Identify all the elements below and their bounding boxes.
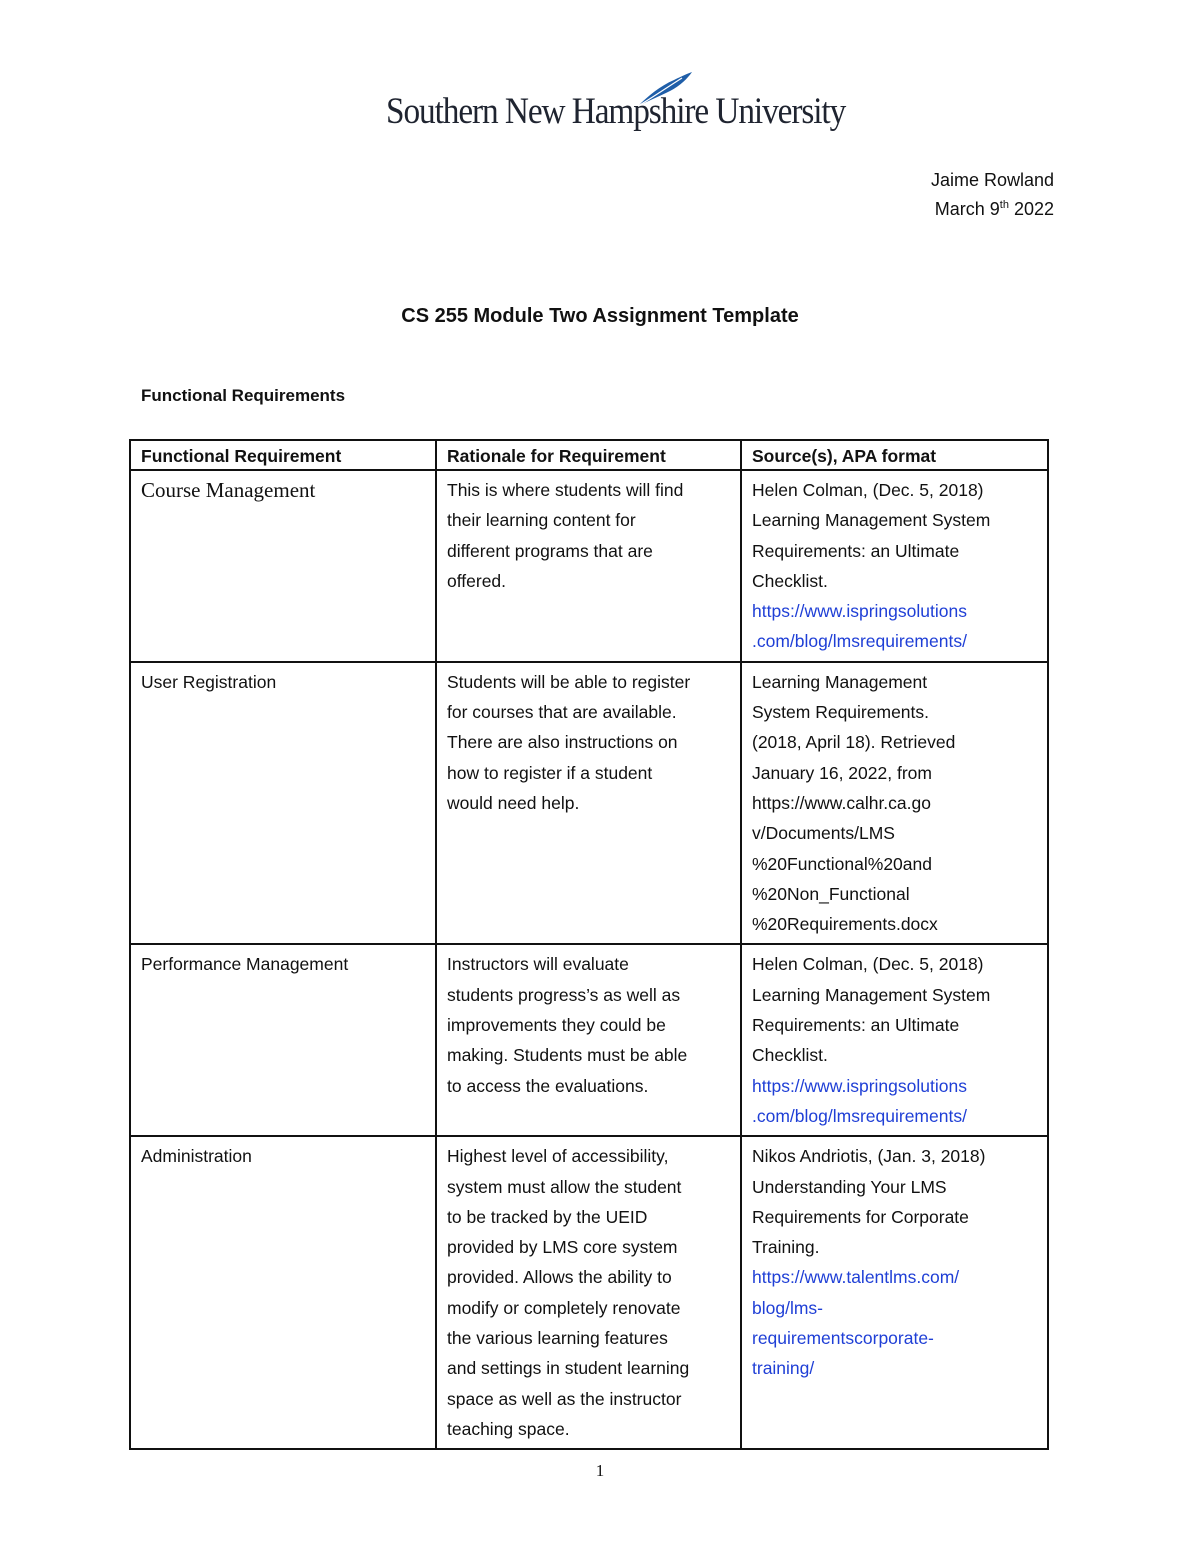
rationale-line: modify or completely renovate <box>447 1297 681 1318</box>
page-title: CS 255 Module Two Assignment Template <box>401 305 799 327</box>
rationale-cell <box>436 470 741 662</box>
rationale-line: This is where students will find <box>447 480 684 500</box>
rationale-line: to be tracked by the UEID <box>447 1206 648 1227</box>
table-row <box>130 1136 1048 1449</box>
requirement-cell: User Registration <box>130 662 436 945</box>
requirement-cell: Performance Management <box>130 944 436 1136</box>
rationale-line: would need help. <box>447 792 580 813</box>
rationale-line: Highest level of accessibility, <box>447 1146 669 1167</box>
rationale-line: offered. <box>447 570 507 591</box>
source-line: %20Functional%20and <box>752 853 932 874</box>
rationale-line: and settings in student learning <box>447 1358 690 1379</box>
logo-wordmark: Southern New Hampshire University <box>386 91 846 132</box>
rationale-line: provided. Allows the ability to <box>447 1267 672 1288</box>
source-line: https://www.calhr.ca.go <box>752 792 931 813</box>
date-year: 2022 <box>1008 199 1054 219</box>
rationale-line: There are also instructions on <box>447 732 678 753</box>
author-block <box>931 168 1054 222</box>
rationale-line: space as well as the instructor <box>447 1388 682 1409</box>
source-line: Checklist. <box>752 570 828 591</box>
source-link[interactable]: https://www.ispringsolutions <box>752 601 967 622</box>
rationale-cell <box>436 662 741 945</box>
column-header: Rationale for Requirement <box>436 440 741 470</box>
rationale-line: Instructors will evaluate <box>447 954 629 975</box>
rationale-cell <box>436 944 741 1136</box>
university-logo <box>386 70 846 140</box>
source-cell <box>741 944 1048 1136</box>
source-line: Helen Colman, (Dec. 5, 2018) <box>752 954 984 975</box>
source-line: January 16, 2022, from <box>752 762 932 783</box>
date-ordinal: th <box>999 199 1009 211</box>
source-link[interactable]: https://www.ispringsolutions <box>752 1075 967 1096</box>
source-link[interactable]: requirementscorporate- <box>752 1328 934 1349</box>
page-number: 1 <box>595 1461 605 1480</box>
source-link[interactable]: .com/blog/lmsrequirements/ <box>752 631 967 652</box>
source-link[interactable]: blog/lms- <box>752 1297 823 1318</box>
rationale-line: for courses that are available. <box>447 702 677 723</box>
source-line: Training. <box>752 1237 820 1258</box>
column-header: Source(s), APA format <box>741 440 1048 470</box>
requirement-cell: Administration <box>130 1136 436 1449</box>
source-line: Nikos Andriotis, (Jan. 3, 2018) <box>752 1146 986 1167</box>
rationale-line: Students will be able to register <box>447 671 691 692</box>
source-line: Learning Management System <box>752 984 991 1005</box>
table-row <box>130 470 1048 662</box>
document-date <box>931 193 1054 222</box>
source-line: Checklist. <box>752 1045 828 1066</box>
source-link[interactable]: .com/blog/lmsrequirements/ <box>752 1105 967 1126</box>
rationale-line: provided by LMS core system <box>447 1237 678 1258</box>
source-line: (2018, April 18). Retrieved <box>752 732 956 753</box>
rationale-line: different programs that are <box>447 540 653 561</box>
source-line: Understanding Your LMS <box>752 1176 947 1197</box>
rationale-line: their learning content for <box>447 510 636 531</box>
table-row <box>130 944 1048 1136</box>
date-month-day: March 9 <box>934 199 1000 219</box>
rationale-line: the various learning features <box>447 1328 668 1349</box>
source-line: %20Requirements.docx <box>752 914 938 935</box>
source-line: %20Non_Functional <box>752 883 910 904</box>
source-link[interactable]: training/ <box>752 1358 815 1379</box>
source-line: Learning Management <box>752 671 928 692</box>
source-line: Learning Management System <box>752 510 991 531</box>
requirement-cell: Course Management <box>130 470 436 662</box>
rationale-line: making. Students must be able <box>447 1045 688 1066</box>
source-cell <box>741 662 1048 945</box>
author-name: Jaime Rowland <box>930 170 1054 190</box>
rationale-line: teaching space. <box>447 1418 570 1439</box>
rationale-line: improvements they could be <box>447 1015 666 1036</box>
source-line: Helen Colman, (Dec. 5, 2018) <box>752 480 984 500</box>
column-header: Functional Requirement <box>130 440 436 470</box>
source-line: Requirements: an Ultimate <box>752 540 960 561</box>
rationale-line: students progress’s as well as <box>447 984 681 1005</box>
source-line: v/Documents/LMS <box>752 823 895 844</box>
table-header-row <box>130 440 1048 470</box>
requirements-table <box>129 439 1049 1450</box>
source-cell <box>741 1136 1048 1449</box>
source-cell <box>741 470 1048 662</box>
rationale-cell <box>436 1136 741 1449</box>
source-link[interactable]: https://www.talentlms.com/ <box>752 1267 960 1288</box>
rationale-line: how to register if a student <box>447 762 653 783</box>
rationale-line: to access the evaluations. <box>447 1075 649 1096</box>
section-heading: Functional Requirements <box>141 386 346 405</box>
source-line: Requirements for Corporate <box>752 1206 969 1227</box>
feather-mark-icon <box>634 70 694 110</box>
rationale-line: system must allow the student <box>447 1176 682 1197</box>
source-line: Requirements: an Ultimate <box>752 1015 960 1036</box>
table-row <box>130 662 1048 945</box>
source-line: System Requirements. <box>752 702 930 723</box>
